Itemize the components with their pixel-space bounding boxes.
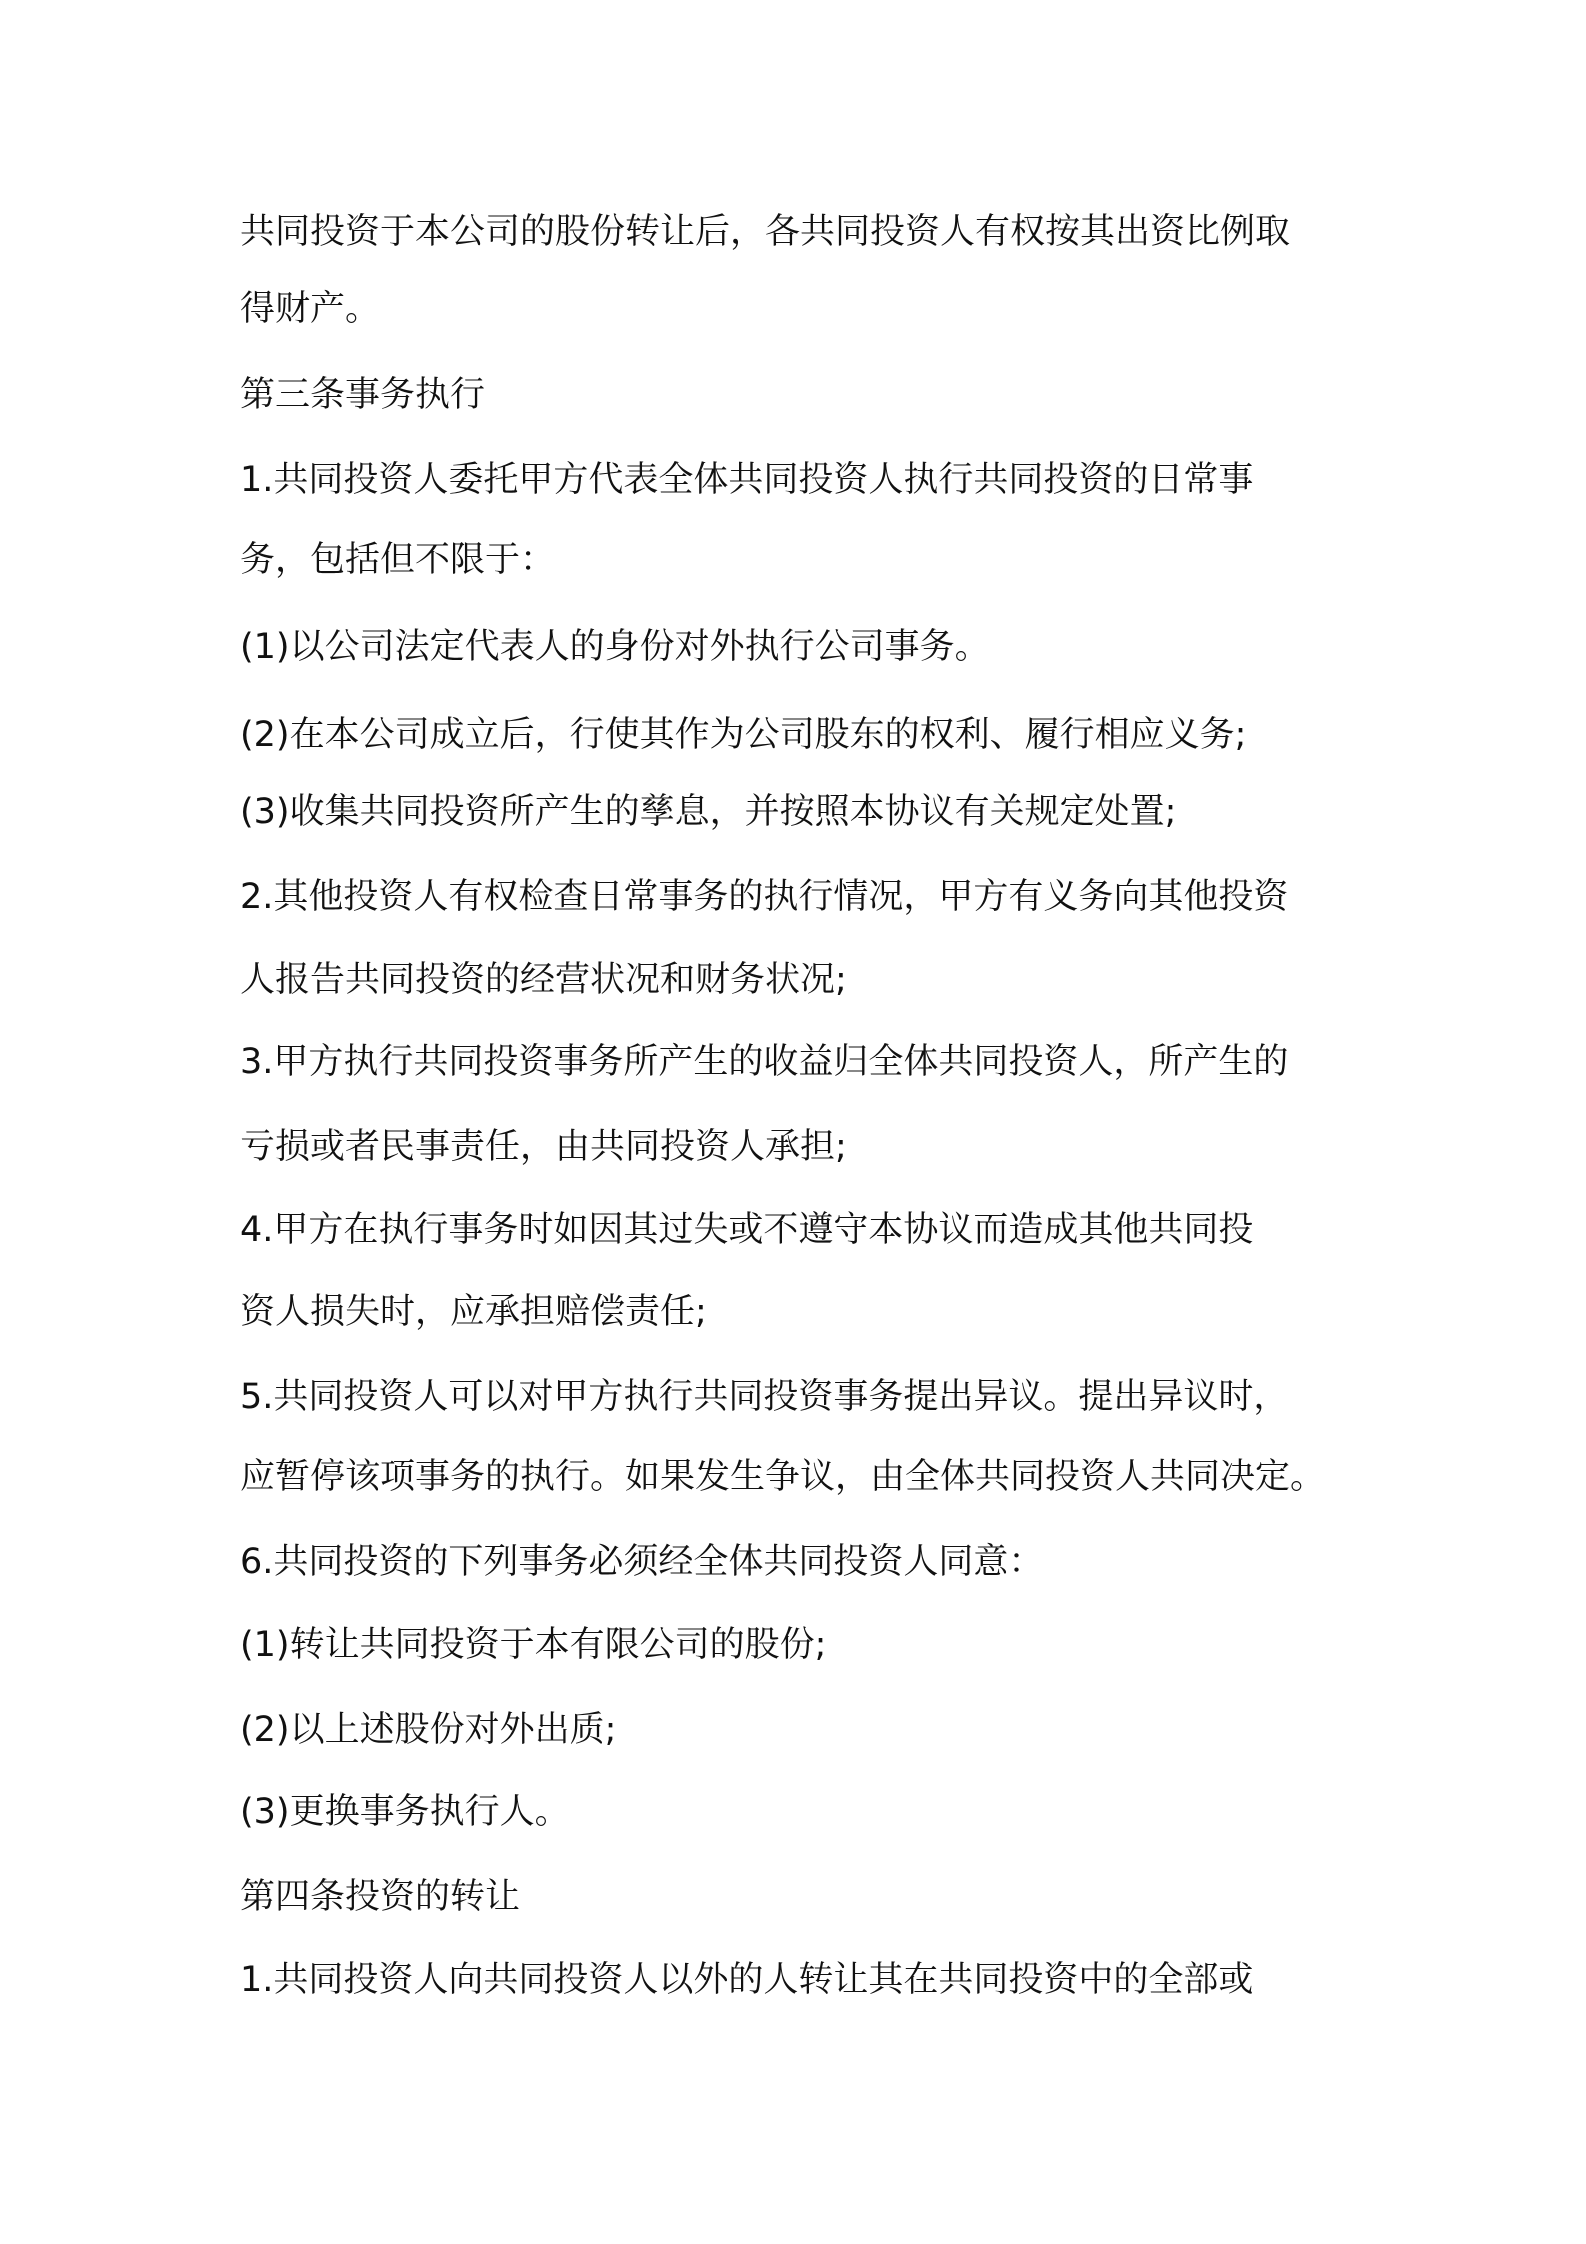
list-item: (1)以公司法定代表人的身份对外执行公司事务。 xyxy=(240,627,990,667)
paragraph-line: 得财产。 xyxy=(240,289,381,329)
paragraph-line: 2.其他投资人有权检查日常事务的执行情况，甲方有义务向其他投资 xyxy=(240,877,1289,917)
paragraph-line: 5.共同投资人可以对甲方执行共同投资事务提出异议。提出异议时， xyxy=(240,1377,1289,1417)
paragraph-line: 人报告共同投资的经营状况和财务状况; xyxy=(240,960,847,1000)
paragraph-line: 共同投资于本公司的股份转让后，各共同投资人有权按其出资比例取 xyxy=(240,212,1291,252)
list-item: (2)以上述股份对外出质; xyxy=(240,1710,617,1750)
paragraph-line: 务，包括但不限于： xyxy=(240,540,556,580)
list-item: (2)在本公司成立后，行使其作为公司股东的权利、履行相应义务; xyxy=(240,715,1247,755)
paragraph-line: 1.共同投资人向共同投资人以外的人转让其在共同投资中的全部或 xyxy=(240,1960,1254,2000)
section-heading: 第三条事务执行 xyxy=(240,375,486,415)
paragraph-line: 6.共同投资的下列事务必须经全体共同投资人同意： xyxy=(240,1542,1044,1582)
list-item: (3)收集共同投资所产生的孳息，并按照本协议有关规定处置; xyxy=(240,792,1177,832)
paragraph-line: 4.甲方在执行事务时如因其过失或不遵守本协议而造成其他共同投 xyxy=(240,1210,1254,1250)
paragraph-line: 3.甲方执行共同投资事务所产生的收益归全体共同投资人，所产生的 xyxy=(240,1042,1289,1082)
section-heading: 第四条投资的转让 xyxy=(240,1877,521,1917)
list-item: (1)转让共同投资于本有限公司的股份; xyxy=(240,1625,827,1665)
paragraph-line: 亏损或者民事责任，由共同投资人承担; xyxy=(240,1127,847,1167)
paragraph-line: 资人损失时，应承担赔偿责任; xyxy=(240,1292,707,1332)
list-item: (3)更换事务执行人。 xyxy=(240,1792,570,1832)
paragraph-line: 应暂停该项事务的执行。如果发生争议，由全体共同投资人共同决定。 xyxy=(240,1457,1326,1497)
paragraph-line: 1.共同投资人委托甲方代表全体共同投资人执行共同投资的日常事 xyxy=(240,460,1254,500)
